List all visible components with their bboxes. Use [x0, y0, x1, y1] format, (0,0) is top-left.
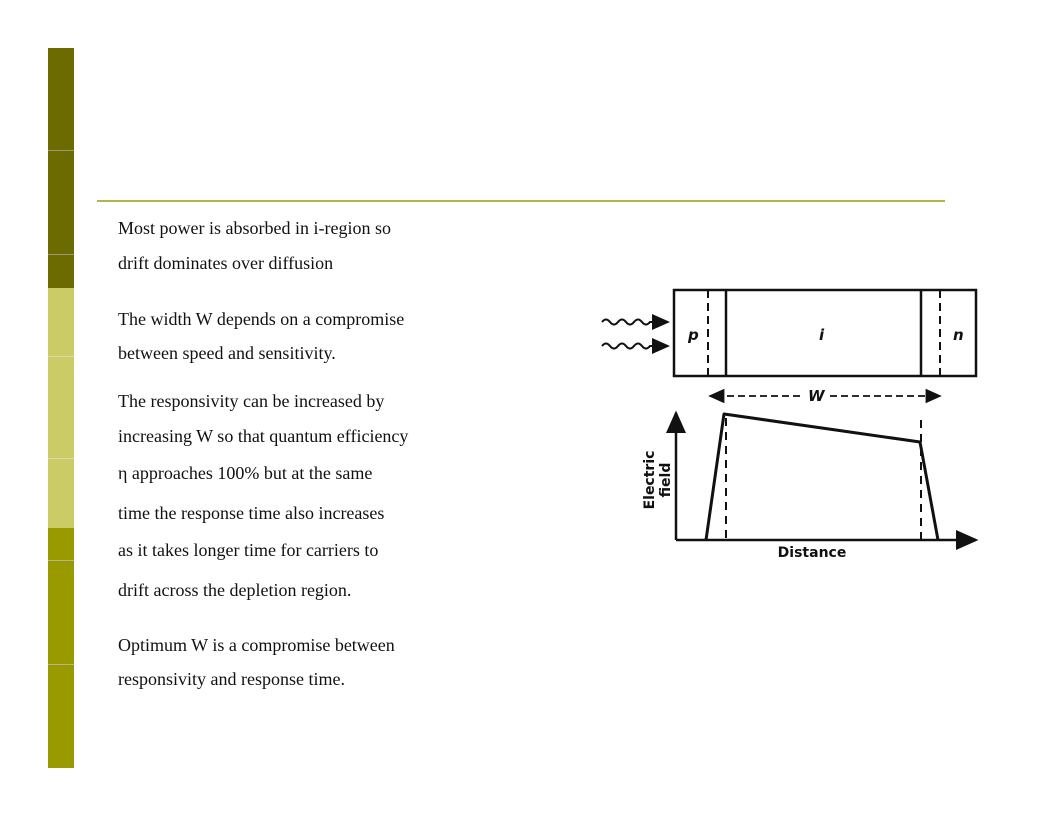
body-text: [118, 210, 478, 700]
text-line: drift dominates over diffusion: [118, 253, 334, 273]
sidebar-divider: [48, 356, 74, 357]
sidebar-segment-light: [48, 288, 74, 528]
electric-field-profile: [706, 414, 938, 540]
text-line: η approaches 100% but at the same: [118, 463, 373, 483]
text-line: as it takes longer time for carriers to: [118, 540, 379, 560]
device-box: [674, 290, 976, 376]
text-line: The width W depends on a compromise: [118, 309, 405, 329]
sidebar-divider: [48, 254, 74, 255]
text-line: Most power is absorbed in i-region so: [118, 218, 391, 238]
text-line: increasing W so that quantum efficiency: [118, 426, 409, 446]
text-line: The responsivity can be increased by: [118, 391, 385, 411]
width-label: W: [808, 387, 825, 405]
sidebar-segment-dark: [48, 48, 74, 288]
sidebar-divider: [48, 560, 74, 561]
sidebar-divider: [48, 664, 74, 665]
sidebar-divider: [48, 458, 74, 459]
pin-diode-figure: [590, 268, 1000, 568]
text-line: drift across the depletion region.: [118, 580, 352, 600]
title-rule: [97, 200, 945, 202]
text-line: time the response time also increases: [118, 503, 385, 523]
region-i-label: i: [819, 326, 825, 344]
text-line: between speed and sensitivity.: [118, 343, 336, 363]
y-axis-label-line1: Electric: [642, 450, 658, 510]
text-line: Optimum W is a compromise between: [118, 635, 395, 655]
sidebar-segment-mid: [48, 528, 74, 768]
region-p-label: p: [688, 326, 699, 344]
text-line: responsivity and response time.: [118, 669, 345, 689]
sidebar-divider: [48, 150, 74, 151]
light-wave-arrow: [602, 344, 668, 349]
y-axis-label-line2: field: [658, 462, 674, 498]
x-axis-label: Distance: [777, 545, 847, 561]
light-wave-arrow: [602, 320, 668, 325]
region-n-label: n: [953, 326, 964, 344]
